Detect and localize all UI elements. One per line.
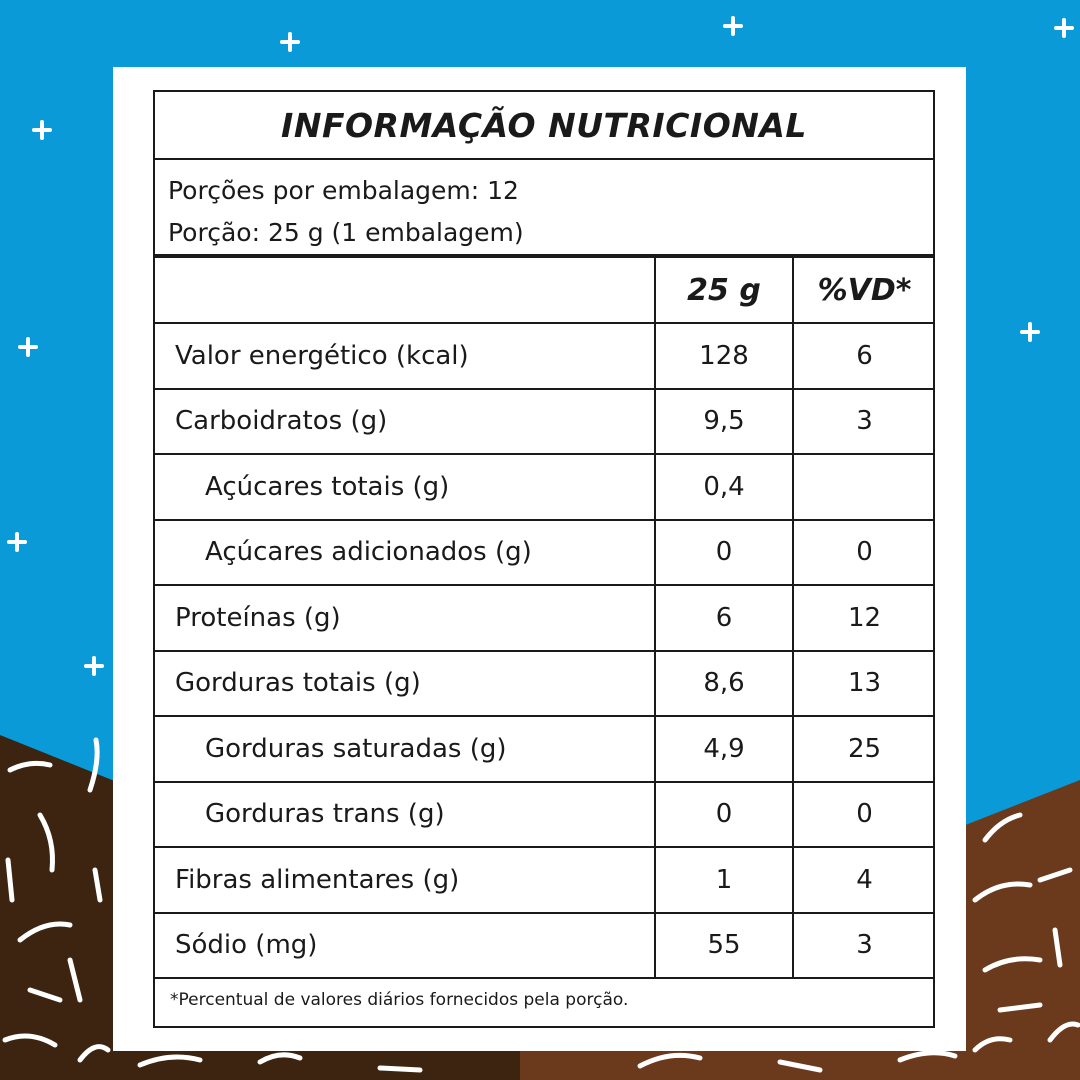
nutrient-daily-value: 3 (792, 390, 935, 454)
nutrient-row-proteins (155, 586, 933, 652)
serving-info (155, 160, 933, 258)
nutrient-row-saturated-fat (155, 717, 933, 783)
nutrient-amount: 128 (654, 324, 792, 388)
nutrient-daily-value (792, 455, 935, 519)
nutrient-label: Gorduras totais (g) (175, 668, 421, 699)
nutrient-daily-value: 13 (792, 652, 935, 716)
nutrient-amount: 6 (654, 586, 792, 650)
nutrient-row-carbohydrates (155, 390, 933, 456)
nutrient-amount: 8,6 (654, 652, 792, 716)
nutrient-row-energy (155, 324, 933, 390)
nutrient-row-fiber (155, 848, 933, 914)
nutrient-amount: 0 (654, 783, 792, 847)
nutrient-row-sodium (155, 914, 933, 980)
column-header-daily-value: %VD* (792, 258, 935, 322)
nutrient-daily-value: 6 (792, 324, 935, 388)
nutrient-label: Sódio (mg) (175, 930, 318, 961)
nutrient-daily-value: 3 (792, 914, 935, 978)
table-title: INFORMAÇÃO NUTRICIONAL (155, 92, 933, 160)
nutrient-daily-value: 0 (792, 783, 935, 847)
nutrient-amount: 1 (654, 848, 792, 912)
nutrient-label: Carboidratos (g) (175, 406, 388, 437)
nutrient-label: Gorduras saturadas (g) (205, 733, 507, 764)
nutrient-daily-value: 4 (792, 848, 935, 912)
nutrient-label: Valor energético (kcal) (175, 340, 469, 371)
nutrient-row-added-sugars (155, 521, 933, 587)
nutrient-row-total-fat (155, 652, 933, 718)
column-header-row (155, 258, 933, 324)
nutrient-row-total-sugars (155, 455, 933, 521)
nutrient-grid (155, 258, 933, 979)
nutrient-row-trans-fat (155, 783, 933, 849)
nutrient-daily-value: 25 (792, 717, 935, 781)
nutrient-label: Fibras alimentares (g) (175, 864, 460, 895)
nutrient-amount: 55 (654, 914, 792, 978)
nutrient-label: Açúcares totais (g) (205, 471, 450, 502)
nutrient-label: Proteínas (g) (175, 602, 341, 633)
nutrient-label: Açúcares adicionados (g) (205, 537, 532, 568)
footnote: *Percentual de valores diários fornecidos pela porção. (170, 990, 629, 1010)
nutrition-facts-table (153, 90, 935, 1028)
nutrient-daily-value: 0 (792, 521, 935, 585)
nutrient-amount: 0 (654, 521, 792, 585)
serving-size: Porção: 25 g (1 embalagem) (168, 218, 524, 247)
nutrient-daily-value: 12 (792, 586, 935, 650)
column-header-amount: 25 g (654, 258, 792, 322)
nutrient-amount: 0,4 (654, 455, 792, 519)
nutrient-amount: 9,5 (654, 390, 792, 454)
nutrient-amount: 4,9 (654, 717, 792, 781)
servings-per-package: Porções por embalagem: 12 (168, 176, 519, 205)
nutrient-label: Gorduras trans (g) (205, 799, 445, 830)
